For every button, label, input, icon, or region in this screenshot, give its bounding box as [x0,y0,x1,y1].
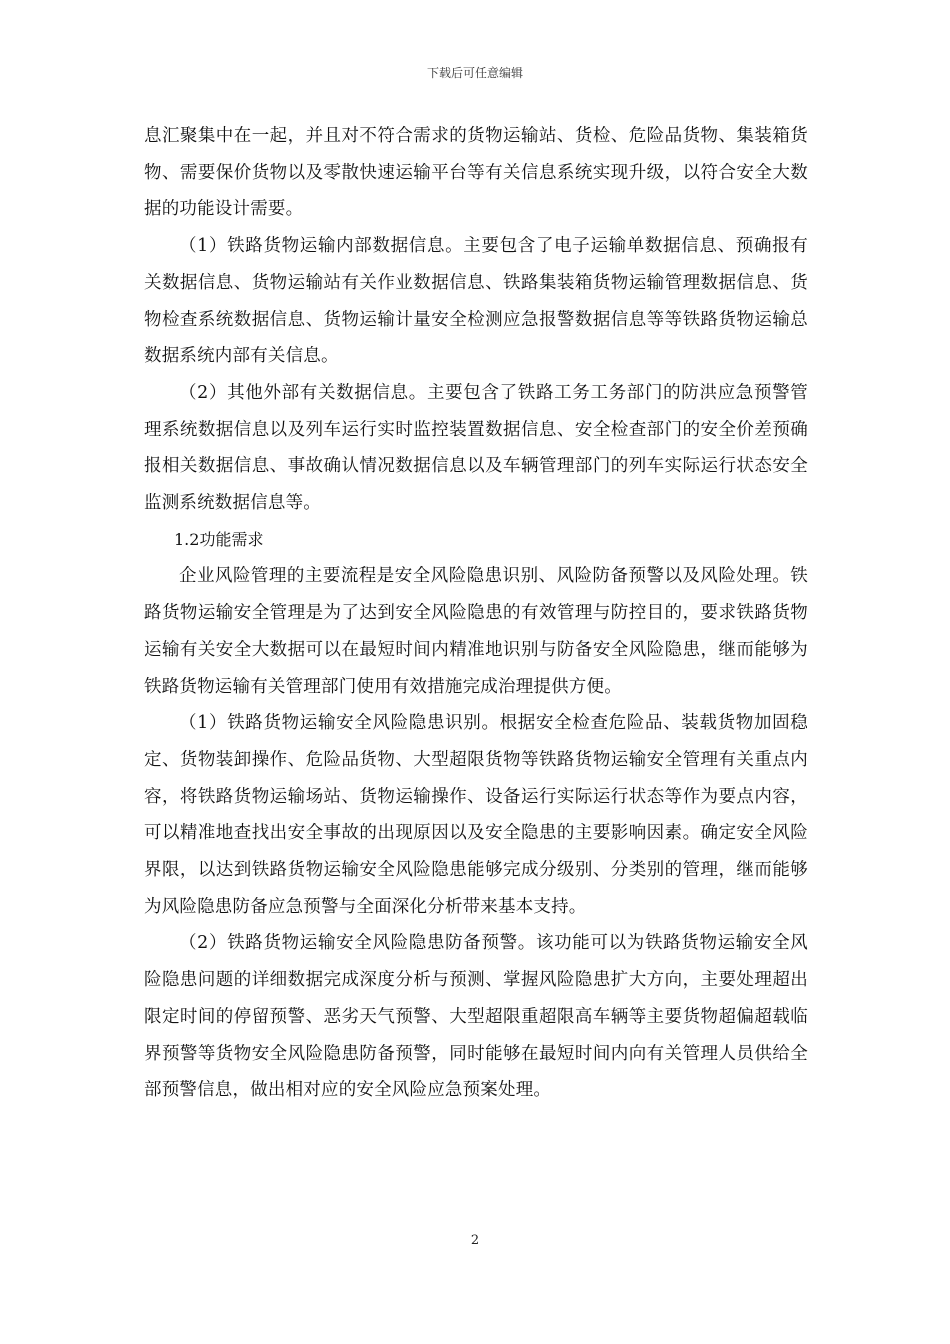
paragraph-risk-warning: （2）铁路货物运输安全风险隐患防备预警。该功能可以为铁路货物运输安全风险隐患问题的详细数据完成深度分析与预测、掌握风险隐患扩大方向，主要处理超出限定时间的停留预警、恶劣天气预警、大型超限重超限高车辆等主要货物超偏超载临界预警等货物安全风险隐患防备预警，同时能够在最短时间内向有关管理人员供给全部预警信息，做出相对应的安全风险应急预案处理。 [144,933,808,1101]
page-header: 下载后可任意编辑 [426,66,523,80]
paragraph-internal-data: （1）铁路货物运输内部数据信息。主要包含了电子运输单数据信息、预确报有关数据信息、货物运输站有关作业数据信息、铁路集装箱货物运输管理数据信息、货物检查系统数据信息、货物运输计量安全检测应急报警数据信息等等铁路货物运输总数据系统内部有关信息。 [144,236,808,367]
page-number: 2 [470,1233,480,1248]
document-body [144,118,808,1109]
section-heading: 1.2功能需求 [174,529,264,549]
paragraph-external-data: （2）其他外部有关数据信息。主要包含了铁路工务工务部门的防洪应急预警管理系统数据信息以及列车运行实时监控装置数据信息、安全检查部门的安全价差预确报相关数据信息、事故确认情况数据信息以及车辆管理部门的列车实际运行状态安全监测系统数据信息等。 [144,382,808,514]
paragraph-functional-requirements: 企业风险管理的主要流程是安全风险隐患识别、风险防备预警以及风险处理。铁路货物运输安全管理是为了达到安全风险隐患的有效管理与防控目的，要求铁路货物运输有关安全大数据可以在最短时间内精准地识别与防备安全风险隐患，继而能够为铁路货物运输有关管理部门使用有效措施完成治理提供方便。 [144,566,808,697]
paragraph-risk-identification: （1）铁路货物运输安全风险隐患识别。根据安全检查危险品、装载货物加固稳定、货物装卸操作、危险品货物、大型超限货物等铁路货物运输安全管理有关重点内容，将铁路货物运输场站、货物运输操作、设备运行实际运行状态等作为要点内容，可以精准地查找出安全事故的出现原因以及安全隐患的主要影响因素。确定安全风险界限，以达到铁路货物运输安全风险隐患能够完成分级别、分类别的管理，继而能够为风险隐患防备应急预警与全面深化分析带来基本支持。 [144,713,808,917]
paragraph-continuation: 息汇聚集中在一起，并且对不符合需求的货物运输站、货检、危险品货物、集装箱货物、需要保价货物以及零散快速运输平台等有关信息系统实现升级，以符合安全大数据的功能设计需要。 [144,126,808,220]
